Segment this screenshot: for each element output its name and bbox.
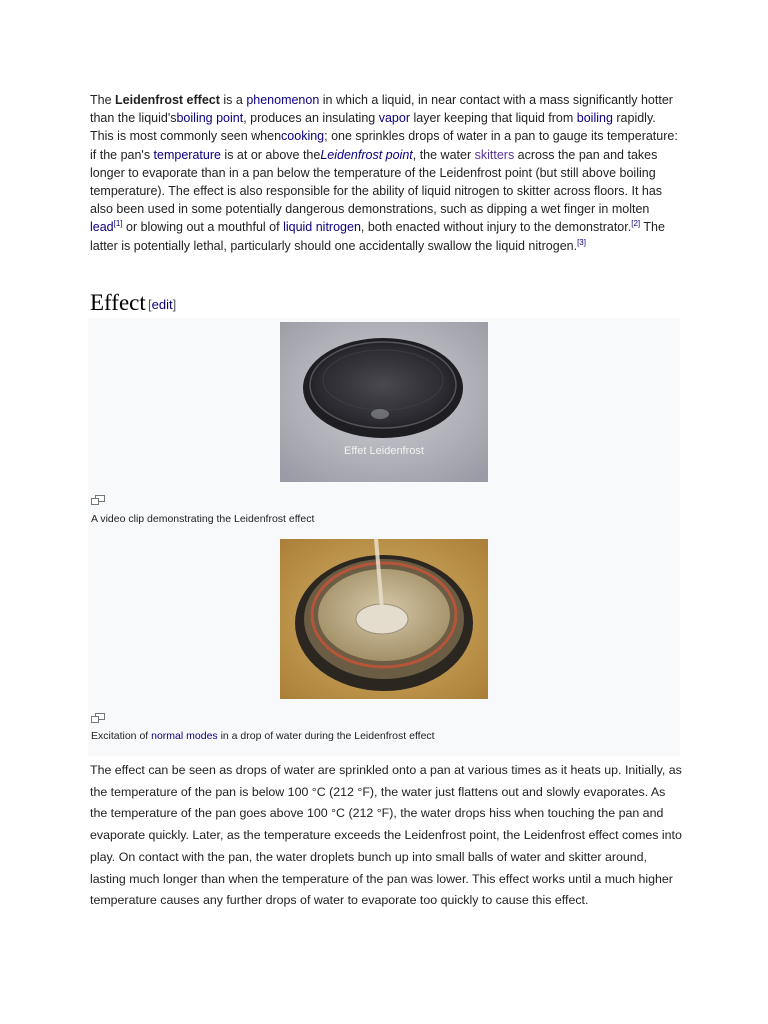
effect-paragraph: The effect can be seen as drops of water are sprinkled onto a pan at various times as it heats up. Initially, as the temperature of the pan is below 100 °C (212 °F), the water just flattens out and slowly evaporates. As the temperature of the pan goes above 100 °C (212 °F), the water drops hiss when touching the pan and evaporate quickly. Later, as the temperature exceeds the Leidenfrost point, the Leidenfrost effect comes into play. On contact with the pan, the water droplets bunch up into small balls of water and skitter around, lasting much longer than when the temperature of the pan was lower. This effect works until a much higher temperature causes any further drops of water to evaporate too quickly to cause this effect. (90, 763, 682, 908)
article-term: Leidenfrost effect (115, 93, 220, 107)
link-skitters[interactable]: skitters (474, 147, 515, 162)
image-normal-modes[interactable] (280, 539, 488, 699)
section-edit (148, 297, 176, 312)
link-cooking[interactable]: cooking (281, 129, 325, 144)
link-leidenfrost-point[interactable]: Leidenfrost point (320, 147, 413, 162)
image-frame (280, 539, 488, 699)
link-vapor[interactable]: vapor (378, 111, 410, 126)
intro-text: rapidly. This is most commonly seen when (90, 111, 656, 144)
intro-text: is a (219, 93, 247, 107)
expand-icon[interactable] (91, 492, 105, 502)
intro-text: is at or above the (220, 147, 321, 162)
link-liquid-nitrogen[interactable]: liquid nitrogen (283, 220, 361, 235)
intro-text: across the pan and takes longer to evaporate than in a pan below the temperature of the Leidenfrost point (but still above boiling temperature). The effect is also responsible for the ability of liquid nitrogen to skitter across floors. It has also been used in some potentially dangerous demonstrations, such as dipping a wet finger in molten (90, 147, 663, 217)
caption-text: Excitation of (91, 730, 152, 742)
edit-bracket-open: [ (148, 297, 152, 312)
link-temperature[interactable]: temperature (153, 147, 221, 162)
expand-icon[interactable] (91, 710, 105, 720)
intro-text: , both enacted without injury to the demonstrator. (360, 220, 632, 235)
intro-text: The (90, 93, 116, 107)
reference-1[interactable]: [1] (113, 219, 123, 229)
intro-text: , produces an insulating (243, 111, 379, 126)
link-boiling-point[interactable]: boiling point (176, 111, 244, 126)
video-frame (280, 322, 488, 482)
intro-text: , the water (412, 147, 475, 162)
reference-3[interactable]: [3] (577, 237, 586, 247)
media-gallery (88, 318, 680, 756)
caption-image (91, 730, 435, 742)
intro-text: layer keeping that liquid from (410, 111, 577, 126)
intro-text: or blowing out a mouthful of (122, 220, 284, 235)
link-normal-modes[interactable]: normal modes (151, 730, 218, 742)
intro-text: ; one sprinkles drops of water in a pan to gauge its temperature: if the pan's (90, 129, 678, 162)
section-title: Effect (90, 290, 146, 315)
video-leidenfrost[interactable] (280, 322, 488, 482)
reference-2[interactable]: [2] (631, 219, 641, 229)
intro-paragraph (90, 91, 680, 255)
video-overlay-text: Effet Leidenfrost (344, 445, 424, 457)
intro-text: The latter is potentially lethal, particularly should one accidentally swallow the liquid nitrogen. (90, 220, 665, 253)
link-phenomenon[interactable]: phenomenon (246, 93, 320, 107)
intro-text: in which a liquid, in near contact with a mass significantly hotter than the liquid's (90, 93, 673, 126)
link-boiling[interactable]: boiling (576, 111, 613, 126)
link-lead[interactable]: lead (90, 220, 114, 235)
caption-video: A video clip demonstrating the Leidenfrost effect (91, 513, 315, 525)
section-heading-effect (90, 288, 680, 319)
edit-bracket-close: ] (172, 297, 177, 312)
caption-text: in a drop of water during the Leidenfrost effect (217, 730, 435, 742)
edit-link[interactable]: edit (151, 297, 173, 312)
